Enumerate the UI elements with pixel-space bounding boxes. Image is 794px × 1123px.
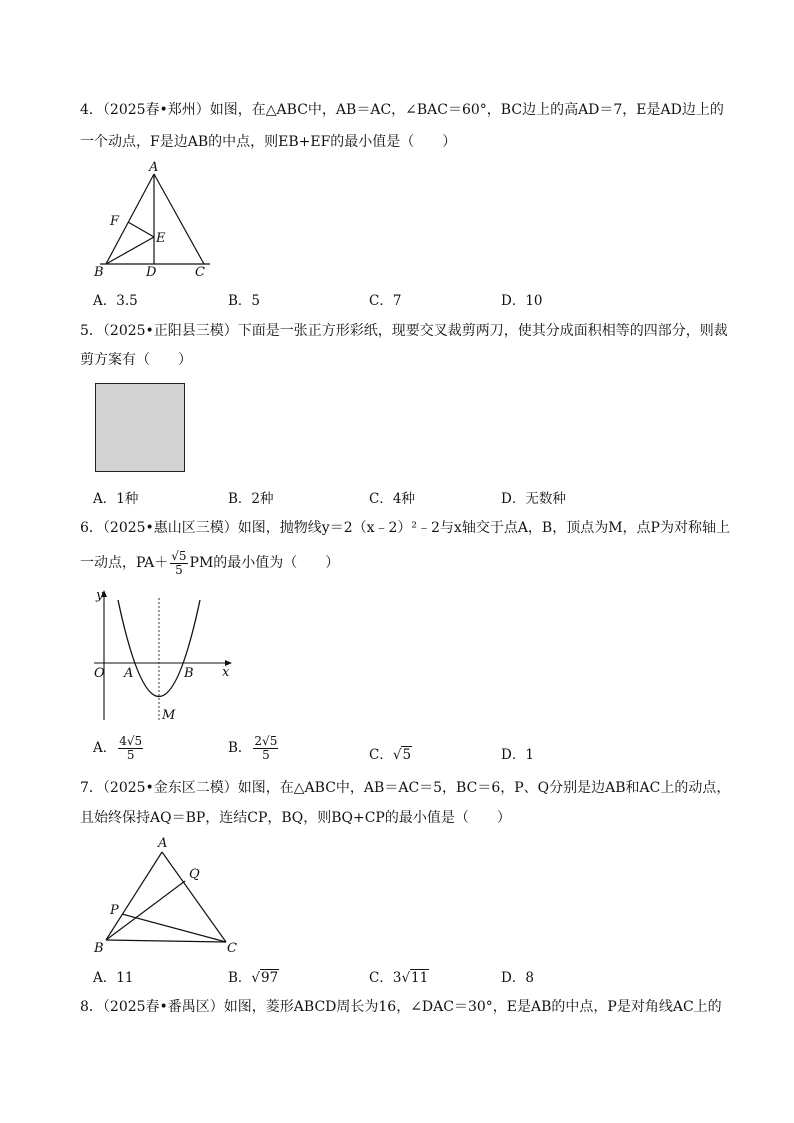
q6-option-c-prefix: C． xyxy=(369,747,393,763)
q6-option-b-num: 2√5 xyxy=(254,734,278,748)
q7-label-a: A xyxy=(158,836,168,851)
q6-option-a-num: 4√5 xyxy=(119,734,143,748)
q6-option-b-den: 5 xyxy=(262,748,270,762)
q6-label-x: x xyxy=(222,665,230,680)
q6-option-c-radicand: 5 xyxy=(402,747,412,763)
q5-text-line2: 剪方案有（ ） xyxy=(80,352,192,368)
q6-option-b[interactable] xyxy=(228,735,280,762)
q6-option-c-sqrt: √5 xyxy=(392,747,412,763)
q7-label-b: B xyxy=(94,941,104,956)
q5-option-d[interactable]: D．无数种 xyxy=(501,491,566,507)
q4-text-line2: 一个动点，F是边AB的中点，则EB+EF的最小值是（ ） xyxy=(80,134,457,150)
q4-label-c: C xyxy=(195,265,205,280)
q4-label-f: F xyxy=(110,214,120,229)
q6-option-b-frac xyxy=(253,735,278,762)
q7-option-c-prefix: C． xyxy=(369,970,393,986)
q4-label-e: E xyxy=(156,231,166,246)
q7-option-c[interactable] xyxy=(369,966,429,986)
q7-label-p: P xyxy=(110,903,119,918)
q4-option-c[interactable]: C．7 xyxy=(369,293,402,309)
q7-text-line1: 7．（2025•金东区二模）如图，在△ABC中，AB＝AC＝5，BC＝6，P、Q分别是边AB和AC上的动点， xyxy=(80,780,731,796)
q6-label-y: y xyxy=(96,588,104,603)
q6-option-b-prefix: B． xyxy=(228,740,252,756)
q7-option-b[interactable] xyxy=(228,966,279,986)
q6-option-d[interactable]: D．1 xyxy=(501,747,534,763)
q6-option-a-den: 5 xyxy=(126,748,135,762)
q6-label-m: M xyxy=(162,708,176,723)
q6-line2-pre: 一动点，PA＋ xyxy=(80,555,169,571)
q6-parabola-figure xyxy=(88,588,236,724)
q7-option-b-radicand: 97 xyxy=(261,970,279,986)
q5-text-line1: 5．（2025•正阳县三模）下面是一张正方形彩纸，现要交叉裁剪两刀，使其分成面积相等的四部分，则裁 xyxy=(80,323,728,339)
q6-option-a-prefix: A． xyxy=(93,740,117,756)
q6-frac-num: √5 xyxy=(171,548,187,563)
q6-frac-den: 5 xyxy=(175,562,183,577)
q6-label-o: O xyxy=(94,666,105,681)
q7-option-a[interactable]: A．11 xyxy=(93,970,134,986)
q6-label-b: B xyxy=(184,666,194,681)
q6-text-line2 xyxy=(80,548,720,578)
q4-label-a: A xyxy=(149,160,159,175)
q4-triangle-figure xyxy=(88,158,218,280)
q5-option-a[interactable]: A．1种 xyxy=(93,491,139,507)
q4-option-d[interactable]: D．10 xyxy=(501,293,543,309)
q6-label-a: A xyxy=(124,666,134,681)
q4-label-b: B xyxy=(94,265,104,280)
q7-option-c-sqrt: √11 xyxy=(401,970,429,986)
q7-option-d[interactable]: D．8 xyxy=(501,970,534,986)
q7-label-c: C xyxy=(227,941,237,956)
q6-option-a[interactable] xyxy=(93,735,145,762)
q4-option-b[interactable]: B．5 xyxy=(228,293,261,309)
q7-label-q: Q xyxy=(189,867,200,882)
q7-option-b-prefix: B． xyxy=(228,970,252,986)
q7-option-c-coef: 3 xyxy=(392,970,402,986)
q7-text-line2: 且始终保持AQ＝BP，连结CP，BQ，则BQ+CP的最小值是（ ） xyxy=(80,810,511,826)
q8-text-line1: 8．（2025春•番禺区）如图，菱形ABCD周长为16，∠DAC＝30°，E是AB的中点，P是对角线AC上的 xyxy=(80,999,722,1015)
q6-text-line1: 6．（2025•惠山区三模）如图，抛物线y＝2（x﹣2）²﹣2与x轴交于点A，B，顶点为M，点P为对称轴上 xyxy=(80,520,730,536)
q6-option-c[interactable] xyxy=(369,743,412,763)
q5-option-b[interactable]: B．2种 xyxy=(228,491,274,507)
q5-option-c[interactable]: C．4种 xyxy=(369,491,415,507)
q7-option-c-radicand: 11 xyxy=(411,970,429,986)
q6-line2-post: PM的最小值为（ ） xyxy=(189,555,340,571)
q4-label-d: D xyxy=(146,265,157,280)
q4-text-line1: 4．（2025春•郑州）如图，在△ABC中，AB＝AC，∠BAC＝60°，BC边上的高AD＝7，E是AD边上的 xyxy=(80,102,724,118)
q7-option-b-sqrt: √97 xyxy=(251,970,279,986)
q4-option-a[interactable]: A．3.5 xyxy=(93,293,138,309)
q6-fraction xyxy=(170,550,187,577)
q7-triangle-figure xyxy=(88,834,248,958)
q6-option-a-frac xyxy=(118,735,143,762)
q5-square-paper xyxy=(95,383,185,472)
